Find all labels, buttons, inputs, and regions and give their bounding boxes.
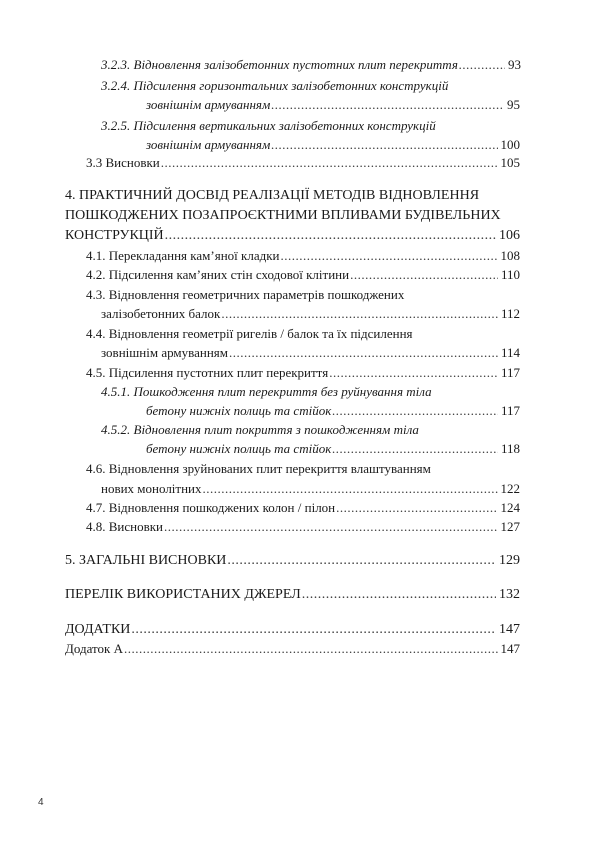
toc-entry-text: ПЕРЕЛІК ВИКОРИСТАНИХ ДЖЕРЕЛ [65,587,301,602]
toc-entry-text: 4.2. Підсилення кам’яних стін сходової клітини [86,267,350,282]
dot-leader [336,499,497,517]
toc-page-number: 118 [500,441,520,456]
toc-entry-4-1 [86,247,520,265]
toc-page-number: 122 [500,481,520,496]
toc-page-number: 114 [500,345,520,360]
toc-chapter-5 [65,552,520,570]
page-number: 4 [38,797,44,808]
toc-chapter-4-line-2: ПОШКОДЖЕНИХ ПОЗАПРОЄКТНИМИ ВПЛИВАМИ БУДІВЕЛЬНИХ [65,208,501,223]
toc-page-number: 132 [499,587,520,602]
toc-entry-text: зовнішнім армуванням [146,97,271,112]
toc-page-number: 124 [500,500,520,515]
dot-leader [271,96,504,114]
toc-entry-4-5-2 [146,440,520,458]
dot-leader [329,364,498,382]
toc-entry-text: зовнішнім армуванням [101,345,228,360]
toc-page-number: 112 [500,306,520,321]
toc-entry-4-3 [101,305,520,323]
dot-leader [164,518,497,536]
toc-entry-4-5 [86,364,520,382]
dot-leader [271,136,497,154]
dot-leader [165,227,496,245]
dot-leader [161,154,498,172]
toc-entry-text: Додаток А [65,641,124,656]
dot-leader [227,552,496,570]
toc-entry-3-3 [86,154,520,172]
toc-page-number: 93 [508,57,521,72]
toc-entry-text: КОНСТРУКЦІЙ [65,228,164,243]
toc-page-number: 105 [500,155,520,170]
toc-page-number: 108 [500,248,520,263]
toc-entry-4-4-title: 4.4. Відновлення геометрії ригелів / балок та їх підсилення [86,326,413,341]
toc-entry-3-2-5-title: 3.2.5. Підсилення вертикальних залізобетонних конструкцій [101,118,436,133]
toc-entry-3-2-5 [146,136,520,154]
toc-entry-text: залізобетонних балок [101,306,221,321]
toc-entry-3-2-4-title: 3.2.4. Підсилення горизонтальних залізобетонних конструкцій [101,78,449,93]
dot-leader [124,640,497,658]
toc-page-number: 127 [500,519,520,534]
dot-leader [203,480,498,498]
toc-entry-4-5-1 [146,402,520,420]
toc-entry-text: 3.3 Висновки [86,155,160,170]
dot-leader [221,305,498,323]
toc-entry-4-8 [86,518,520,536]
toc-entry-text: ДОДАТКИ [65,622,131,637]
toc-entry-number: 3.2.3. [101,57,131,72]
toc-entry-text: зовнішнім армуванням [146,137,271,152]
toc-entry-4-3-title: 4.3. Відновлення геометричних параметрів пошкоджених [86,287,405,302]
toc-page-number: 117 [500,365,520,380]
toc-entry-text: 4.8. Висновки [86,519,164,534]
toc-page-number: 100 [500,137,520,152]
toc-entry-4-2 [86,266,520,284]
toc-entry-text: 4.7. Відновлення пошкоджених колон / пілон [86,500,336,515]
toc-entry-text: Відновлення залізобетонних пустотних плит перекриття [133,57,458,72]
toc-appendix-a [65,640,520,658]
dot-leader [350,266,498,284]
toc-entry-4-6-title: 4.6. Відновлення зруйнованих плит перекриття влаштуванням [86,461,431,476]
toc-entry-3-2-4 [146,96,520,114]
toc-page-number: 147 [499,622,520,637]
toc-entry-text: 4.1. Перекладання кам’яної кладки [86,248,280,263]
toc-page-number: 110 [500,267,520,282]
toc-page-number: 129 [499,553,520,568]
toc-entry-text: 5. ЗАГАЛЬНІ ВИСНОВКИ [65,553,227,568]
toc-entry-4-4 [101,344,520,362]
toc-entry-4-6 [101,480,520,498]
toc-chapter-4 [65,227,520,245]
toc-entry-4-5-1-title: 4.5.1. Пошкодження плит перекриття без руйнування тіла [101,384,432,399]
dot-leader [332,440,498,458]
toc-page-number: 117 [500,403,520,418]
toc-entry-text: бетону нижніх полиць та стійок [146,403,332,418]
toc-entry-3-2-3 [101,56,521,74]
toc-chapter-4-line-1: 4. ПРАКТИЧНИЙ ДОСВІД РЕАЛІЗАЦІЇ МЕТОДІВ ВІДНОВЛЕННЯ [65,188,480,203]
toc-entry-text: нових монолітних [101,481,202,496]
toc-page-number: 147 [500,641,520,656]
toc-references [65,586,520,604]
toc-appendices [65,621,520,639]
dot-leader [280,247,497,265]
dot-leader [302,586,496,604]
toc-entry-4-7 [86,499,520,517]
dot-leader [332,402,498,420]
toc-page-number: 95 [507,97,520,112]
toc-entry-text: 4.5. Підсилення пустотних плит перекриття [86,365,329,380]
dot-leader [131,621,496,639]
toc-entry-4-5-2-title: 4.5.2. Відновлення плит покриття з пошкодженням тіла [101,422,419,437]
toc-page-number: 106 [499,228,520,243]
toc-entry-text: бетону нижніх полиць та стійок [146,441,332,456]
dot-leader [459,56,505,74]
dot-leader [229,344,498,362]
